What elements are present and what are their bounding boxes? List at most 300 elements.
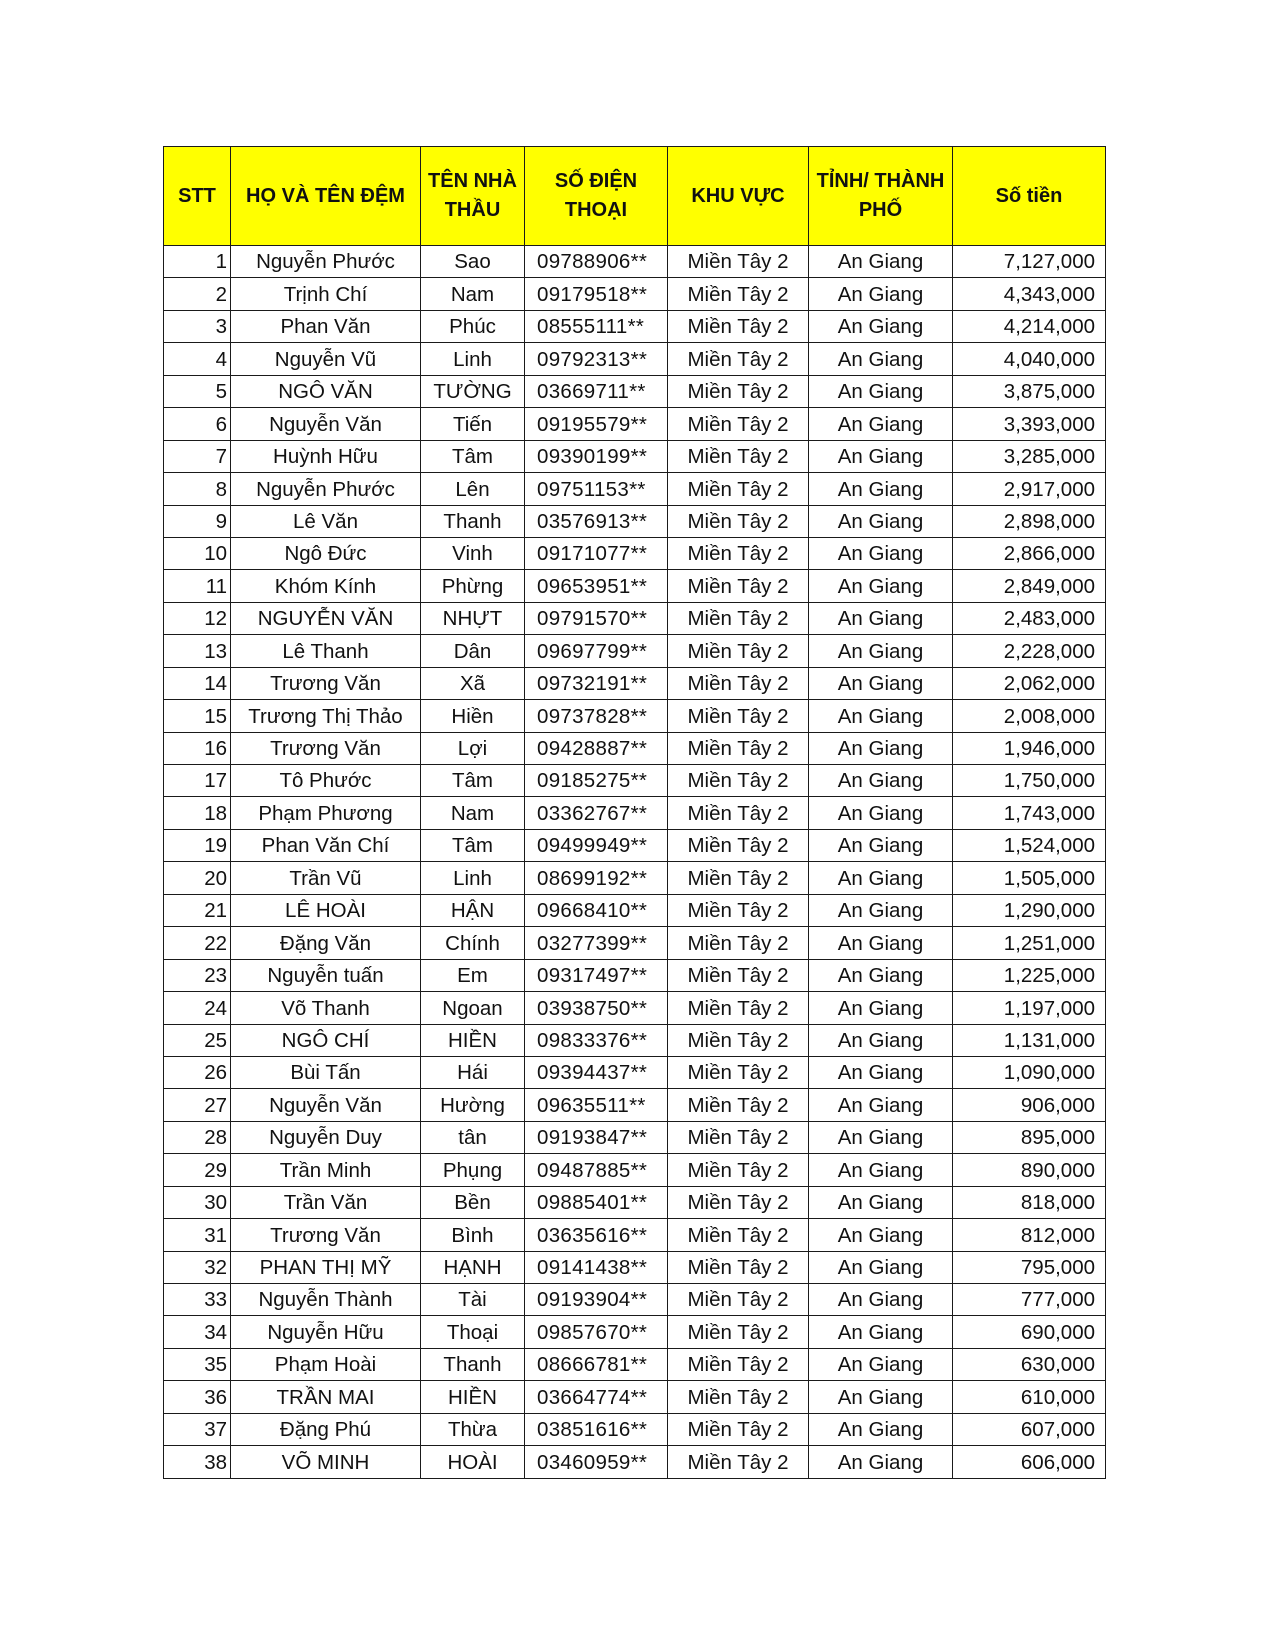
cell-region: Miền Tây 2 — [668, 1219, 809, 1251]
cell-phone: 09635511** — [525, 1089, 668, 1121]
table-row — [164, 959, 1106, 991]
cell-phone: 03851616** — [525, 1413, 668, 1445]
table-row — [164, 1446, 1106, 1478]
cell-region: Miền Tây 2 — [668, 440, 809, 472]
cell-contractor: Tài — [421, 1284, 525, 1316]
cell-contractor: Ngoan — [421, 992, 525, 1024]
cell-amount: 1,090,000 — [953, 1056, 1106, 1088]
cell-stt: 36 — [164, 1381, 231, 1413]
cell-name: Ngô Đức — [231, 537, 421, 569]
cell-contractor: Thoại — [421, 1316, 525, 1348]
cell-phone: 09791570** — [525, 602, 668, 634]
cell-stt: 9 — [164, 505, 231, 537]
table-row — [164, 894, 1106, 926]
cell-phone: 03635616** — [525, 1219, 668, 1251]
cell-amount: 795,000 — [953, 1251, 1106, 1283]
cell-amount: 812,000 — [953, 1219, 1106, 1251]
cell-region: Miền Tây 2 — [668, 765, 809, 797]
cell-phone: 08555111** — [525, 310, 668, 342]
table-row — [164, 1316, 1106, 1348]
table-row — [164, 570, 1106, 602]
cell-phone: 09171077** — [525, 537, 668, 569]
table-body — [164, 246, 1106, 1479]
cell-name: PHAN THỊ MỸ — [231, 1251, 421, 1283]
cell-amount: 1,750,000 — [953, 765, 1106, 797]
cell-contractor: Phúc — [421, 310, 525, 342]
table-row — [164, 1381, 1106, 1413]
cell-province: An Giang — [809, 765, 953, 797]
cell-contractor: Lợi — [421, 732, 525, 764]
cell-amount: 2,866,000 — [953, 537, 1106, 569]
cell-name: Trịnh Chí — [231, 278, 421, 310]
cell-stt: 18 — [164, 797, 231, 829]
cell-contractor: Lên — [421, 473, 525, 505]
cell-region: Miền Tây 2 — [668, 862, 809, 894]
header-region: KHU VỰC — [668, 147, 809, 246]
cell-contractor: Linh — [421, 862, 525, 894]
table-row — [164, 343, 1106, 375]
cell-name: Phan Văn — [231, 310, 421, 342]
table-row — [164, 992, 1106, 1024]
cell-amount: 607,000 — [953, 1413, 1106, 1445]
cell-stt: 15 — [164, 700, 231, 732]
cell-province: An Giang — [809, 635, 953, 667]
cell-name: Trần Vũ — [231, 862, 421, 894]
cell-province: An Giang — [809, 1381, 953, 1413]
table-row — [164, 1186, 1106, 1218]
cell-region: Miền Tây 2 — [668, 408, 809, 440]
cell-phone: 03576913** — [525, 505, 668, 537]
cell-amount: 1,743,000 — [953, 797, 1106, 829]
cell-region: Miền Tây 2 — [668, 1316, 809, 1348]
cell-amount: 1,524,000 — [953, 829, 1106, 861]
cell-amount: 4,343,000 — [953, 278, 1106, 310]
cell-contractor: Tâm — [421, 440, 525, 472]
cell-name: Phạm Phương — [231, 797, 421, 829]
cell-region: Miền Tây 2 — [668, 1381, 809, 1413]
cell-contractor: Bình — [421, 1219, 525, 1251]
cell-stt: 19 — [164, 829, 231, 861]
cell-contractor: Tâm — [421, 765, 525, 797]
cell-name: Lê Văn — [231, 505, 421, 537]
cell-amount: 2,228,000 — [953, 635, 1106, 667]
cell-province: An Giang — [809, 1284, 953, 1316]
cell-phone: 09185275** — [525, 765, 668, 797]
cell-amount: 890,000 — [953, 1154, 1106, 1186]
cell-contractor: HIỀN — [421, 1381, 525, 1413]
cell-province: An Giang — [809, 1121, 953, 1153]
cell-province: An Giang — [809, 862, 953, 894]
cell-region: Miền Tây 2 — [668, 1348, 809, 1380]
cell-phone: 09857670** — [525, 1316, 668, 1348]
cell-region: Miền Tây 2 — [668, 278, 809, 310]
table-row — [164, 505, 1106, 537]
cell-name: Nguyễn Duy — [231, 1121, 421, 1153]
cell-region: Miền Tây 2 — [668, 894, 809, 926]
cell-region: Miền Tây 2 — [668, 1089, 809, 1121]
cell-amount: 2,483,000 — [953, 602, 1106, 634]
cell-name: Trương Văn — [231, 1219, 421, 1251]
cell-amount: 818,000 — [953, 1186, 1106, 1218]
cell-phone: 03362767** — [525, 797, 668, 829]
header-contractor: TÊN NHÀ THẦU — [421, 147, 525, 246]
cell-contractor: Hường — [421, 1089, 525, 1121]
cell-name: Bùi Tấn — [231, 1056, 421, 1088]
cell-amount: 4,214,000 — [953, 310, 1106, 342]
cell-contractor: Thanh — [421, 1348, 525, 1380]
cell-contractor: Hiền — [421, 700, 525, 732]
cell-stt: 12 — [164, 602, 231, 634]
cell-province: An Giang — [809, 829, 953, 861]
cell-province: An Giang — [809, 1089, 953, 1121]
cell-stt: 11 — [164, 570, 231, 602]
table-row — [164, 700, 1106, 732]
table-row — [164, 1284, 1106, 1316]
table-row — [164, 1121, 1106, 1153]
cell-amount: 4,040,000 — [953, 343, 1106, 375]
cell-phone: 03277399** — [525, 927, 668, 959]
table-row — [164, 473, 1106, 505]
cell-province: An Giang — [809, 1024, 953, 1056]
cell-amount: 606,000 — [953, 1446, 1106, 1478]
cell-province: An Giang — [809, 537, 953, 569]
cell-region: Miền Tây 2 — [668, 1056, 809, 1088]
cell-stt: 21 — [164, 894, 231, 926]
cell-stt: 38 — [164, 1446, 231, 1478]
cell-stt: 4 — [164, 343, 231, 375]
table-row — [164, 1219, 1106, 1251]
cell-contractor: Linh — [421, 343, 525, 375]
cell-region: Miền Tây 2 — [668, 992, 809, 1024]
cell-phone: 09141438** — [525, 1251, 668, 1283]
cell-contractor: Chính — [421, 927, 525, 959]
cell-stt: 31 — [164, 1219, 231, 1251]
table-row — [164, 1089, 1106, 1121]
cell-stt: 3 — [164, 310, 231, 342]
cell-phone: 09394437** — [525, 1056, 668, 1088]
cell-region: Miền Tây 2 — [668, 1413, 809, 1445]
cell-stt: 28 — [164, 1121, 231, 1153]
cell-stt: 1 — [164, 246, 231, 278]
cell-contractor: Em — [421, 959, 525, 991]
cell-province: An Giang — [809, 408, 953, 440]
cell-name: NGUYỄN VĂN — [231, 602, 421, 634]
cell-province: An Giang — [809, 1316, 953, 1348]
cell-name: Trần Văn — [231, 1186, 421, 1218]
cell-amount: 2,849,000 — [953, 570, 1106, 602]
cell-province: An Giang — [809, 1186, 953, 1218]
cell-stt: 27 — [164, 1089, 231, 1121]
cell-name: TRẦN MAI — [231, 1381, 421, 1413]
cell-region: Miền Tây 2 — [668, 570, 809, 602]
cell-province: An Giang — [809, 473, 953, 505]
cell-amount: 1,225,000 — [953, 959, 1106, 991]
table-row — [164, 765, 1106, 797]
cell-contractor: Bền — [421, 1186, 525, 1218]
cell-phone: 09428887** — [525, 732, 668, 764]
table-row — [164, 1024, 1106, 1056]
cell-amount: 1,505,000 — [953, 862, 1106, 894]
cell-phone: 09792313** — [525, 343, 668, 375]
table-row — [164, 1154, 1106, 1186]
cell-amount: 1,251,000 — [953, 927, 1106, 959]
cell-name: Nguyễn Phước — [231, 473, 421, 505]
cell-phone: 09885401** — [525, 1186, 668, 1218]
cell-region: Miền Tây 2 — [668, 1284, 809, 1316]
cell-province: An Giang — [809, 602, 953, 634]
cell-phone: 03669711** — [525, 375, 668, 407]
cell-phone: 03460959** — [525, 1446, 668, 1478]
cell-province: An Giang — [809, 1413, 953, 1445]
cell-contractor: NHỰT — [421, 602, 525, 634]
cell-province: An Giang — [809, 1348, 953, 1380]
cell-name: Lê Thanh — [231, 635, 421, 667]
cell-province: An Giang — [809, 667, 953, 699]
cell-phone: 08699192** — [525, 862, 668, 894]
cell-stt: 37 — [164, 1413, 231, 1445]
cell-stt: 32 — [164, 1251, 231, 1283]
table-row — [164, 440, 1106, 472]
cell-amount: 7,127,000 — [953, 246, 1106, 278]
cell-phone: 09499949** — [525, 829, 668, 861]
cell-amount: 2,062,000 — [953, 667, 1106, 699]
cell-region: Miền Tây 2 — [668, 797, 809, 829]
cell-region: Miền Tây 2 — [668, 1121, 809, 1153]
cell-province: An Giang — [809, 375, 953, 407]
cell-phone: 03664774** — [525, 1381, 668, 1413]
cell-province: An Giang — [809, 505, 953, 537]
cell-region: Miền Tây 2 — [668, 667, 809, 699]
header-phone: SỐ ĐIỆN THOẠI — [525, 147, 668, 246]
cell-stt: 25 — [164, 1024, 231, 1056]
cell-region: Miền Tây 2 — [668, 700, 809, 732]
cell-phone: 09668410** — [525, 894, 668, 926]
cell-amount: 3,393,000 — [953, 408, 1106, 440]
cell-contractor: Thừa — [421, 1413, 525, 1445]
cell-province: An Giang — [809, 797, 953, 829]
cell-region: Miền Tây 2 — [668, 732, 809, 764]
cell-name: Trương Thị Thảo — [231, 700, 421, 732]
cell-amount: 895,000 — [953, 1121, 1106, 1153]
cell-province: An Giang — [809, 927, 953, 959]
cell-region: Miền Tây 2 — [668, 1024, 809, 1056]
table-row — [164, 635, 1106, 667]
cell-region: Miền Tây 2 — [668, 959, 809, 991]
table-row — [164, 1056, 1106, 1088]
cell-amount: 2,898,000 — [953, 505, 1106, 537]
cell-stt: 23 — [164, 959, 231, 991]
cell-amount: 1,290,000 — [953, 894, 1106, 926]
cell-contractor: Phụng — [421, 1154, 525, 1186]
cell-province: An Giang — [809, 1251, 953, 1283]
cell-region: Miền Tây 2 — [668, 375, 809, 407]
cell-province: An Giang — [809, 700, 953, 732]
cell-name: Nguyễn Vũ — [231, 343, 421, 375]
table-row — [164, 310, 1106, 342]
cell-stt: 17 — [164, 765, 231, 797]
cell-contractor: Nam — [421, 797, 525, 829]
cell-stt: 30 — [164, 1186, 231, 1218]
cell-province: An Giang — [809, 1446, 953, 1478]
table-row — [164, 862, 1106, 894]
cell-name: Nguyễn Phước — [231, 246, 421, 278]
cell-phone: 09653951** — [525, 570, 668, 602]
table-row — [164, 732, 1106, 764]
cell-name: Phạm Hoài — [231, 1348, 421, 1380]
cell-phone: 09788906** — [525, 246, 668, 278]
table-row — [164, 375, 1106, 407]
cell-amount: 2,008,000 — [953, 700, 1106, 732]
header-name: HỌ VÀ TÊN ĐỆM — [231, 147, 421, 246]
cell-name: LÊ HOÀI — [231, 894, 421, 926]
contractor-payment-table — [163, 146, 1106, 1479]
cell-phone: 09179518** — [525, 278, 668, 310]
table-row — [164, 537, 1106, 569]
cell-region: Miền Tây 2 — [668, 246, 809, 278]
cell-name: Trương Văn — [231, 732, 421, 764]
cell-stt: 16 — [164, 732, 231, 764]
cell-province: An Giang — [809, 894, 953, 926]
cell-name: Trương Văn — [231, 667, 421, 699]
cell-name: Phan Văn Chí — [231, 829, 421, 861]
cell-stt: 14 — [164, 667, 231, 699]
cell-region: Miền Tây 2 — [668, 1186, 809, 1218]
cell-stt: 6 — [164, 408, 231, 440]
cell-contractor: Tâm — [421, 829, 525, 861]
cell-amount: 3,285,000 — [953, 440, 1106, 472]
cell-amount: 690,000 — [953, 1316, 1106, 1348]
cell-contractor: Phừng — [421, 570, 525, 602]
cell-province: An Giang — [809, 732, 953, 764]
cell-name: NGÔ CHÍ — [231, 1024, 421, 1056]
cell-region: Miền Tây 2 — [668, 473, 809, 505]
table-row — [164, 797, 1106, 829]
table-row — [164, 927, 1106, 959]
cell-region: Miền Tây 2 — [668, 602, 809, 634]
cell-region: Miền Tây 2 — [668, 1251, 809, 1283]
cell-region: Miền Tây 2 — [668, 927, 809, 959]
cell-stt: 8 — [164, 473, 231, 505]
cell-contractor: Nam — [421, 278, 525, 310]
cell-name: Đặng Phú — [231, 1413, 421, 1445]
table-row — [164, 1413, 1106, 1445]
cell-phone: 09390199** — [525, 440, 668, 472]
cell-province: An Giang — [809, 278, 953, 310]
cell-stt: 29 — [164, 1154, 231, 1186]
cell-phone: 08666781** — [525, 1348, 668, 1380]
header-province: TỈNH/ THÀNH PHỐ — [809, 147, 953, 246]
cell-phone: 09487885** — [525, 1154, 668, 1186]
cell-phone: 09193904** — [525, 1284, 668, 1316]
cell-name: Nguyễn Thành — [231, 1284, 421, 1316]
table-row — [164, 1348, 1106, 1380]
cell-amount: 630,000 — [953, 1348, 1106, 1380]
cell-contractor: Tiến — [421, 408, 525, 440]
cell-amount: 2,917,000 — [953, 473, 1106, 505]
cell-name: Nguyễn Hữu — [231, 1316, 421, 1348]
cell-contractor: HẠNH — [421, 1251, 525, 1283]
cell-contractor: HẬN — [421, 894, 525, 926]
cell-contractor: Hái — [421, 1056, 525, 1088]
cell-region: Miền Tây 2 — [668, 537, 809, 569]
cell-amount: 610,000 — [953, 1381, 1106, 1413]
cell-amount: 777,000 — [953, 1284, 1106, 1316]
cell-stt: 22 — [164, 927, 231, 959]
cell-amount: 906,000 — [953, 1089, 1106, 1121]
cell-name: Nguyễn tuấn — [231, 959, 421, 991]
cell-stt: 33 — [164, 1284, 231, 1316]
cell-stt: 26 — [164, 1056, 231, 1088]
cell-phone: 03938750** — [525, 992, 668, 1024]
cell-stt: 7 — [164, 440, 231, 472]
cell-province: An Giang — [809, 1219, 953, 1251]
table-row — [164, 278, 1106, 310]
cell-province: An Giang — [809, 1154, 953, 1186]
cell-name: Tô Phước — [231, 765, 421, 797]
cell-name: Huỳnh Hữu — [231, 440, 421, 472]
cell-region: Miền Tây 2 — [668, 1446, 809, 1478]
cell-amount: 1,946,000 — [953, 732, 1106, 764]
cell-stt: 13 — [164, 635, 231, 667]
cell-amount: 1,131,000 — [953, 1024, 1106, 1056]
cell-region: Miền Tây 2 — [668, 1154, 809, 1186]
cell-phone: 09195579** — [525, 408, 668, 440]
cell-name: Nguyễn Văn — [231, 408, 421, 440]
table-row — [164, 602, 1106, 634]
header-stt: STT — [164, 147, 231, 246]
cell-province: An Giang — [809, 1056, 953, 1088]
cell-contractor: HIỀN — [421, 1024, 525, 1056]
cell-contractor: HOÀI — [421, 1446, 525, 1478]
cell-contractor: Xã — [421, 667, 525, 699]
cell-contractor: Sao — [421, 246, 525, 278]
cell-amount: 1,197,000 — [953, 992, 1106, 1024]
cell-region: Miền Tây 2 — [668, 505, 809, 537]
cell-contractor: Dân — [421, 635, 525, 667]
cell-phone: 09737828** — [525, 700, 668, 732]
table-row — [164, 829, 1106, 861]
cell-contractor: Vinh — [421, 537, 525, 569]
cell-region: Miền Tây 2 — [668, 829, 809, 861]
cell-region: Miền Tây 2 — [668, 635, 809, 667]
cell-phone: 09732191** — [525, 667, 668, 699]
cell-province: An Giang — [809, 343, 953, 375]
table-row — [164, 667, 1106, 699]
cell-province: An Giang — [809, 992, 953, 1024]
cell-name: Trần Minh — [231, 1154, 421, 1186]
cell-phone: 09751153** — [525, 473, 668, 505]
cell-stt: 34 — [164, 1316, 231, 1348]
cell-contractor: TƯỜNG — [421, 375, 525, 407]
cell-phone: 09833376** — [525, 1024, 668, 1056]
cell-name: NGÔ VĂN — [231, 375, 421, 407]
cell-stt: 35 — [164, 1348, 231, 1380]
cell-name: VÕ MINH — [231, 1446, 421, 1478]
table-row — [164, 1251, 1106, 1283]
cell-contractor: Thanh — [421, 505, 525, 537]
cell-phone: 09193847** — [525, 1121, 668, 1153]
cell-name: Nguyễn Văn — [231, 1089, 421, 1121]
cell-province: An Giang — [809, 959, 953, 991]
cell-stt: 2 — [164, 278, 231, 310]
cell-name: Khóm Kính — [231, 570, 421, 602]
table-row — [164, 246, 1106, 278]
cell-province: An Giang — [809, 570, 953, 602]
cell-stt: 24 — [164, 992, 231, 1024]
cell-region: Miền Tây 2 — [668, 343, 809, 375]
header-row — [164, 147, 1106, 246]
cell-contractor: tân — [421, 1121, 525, 1153]
